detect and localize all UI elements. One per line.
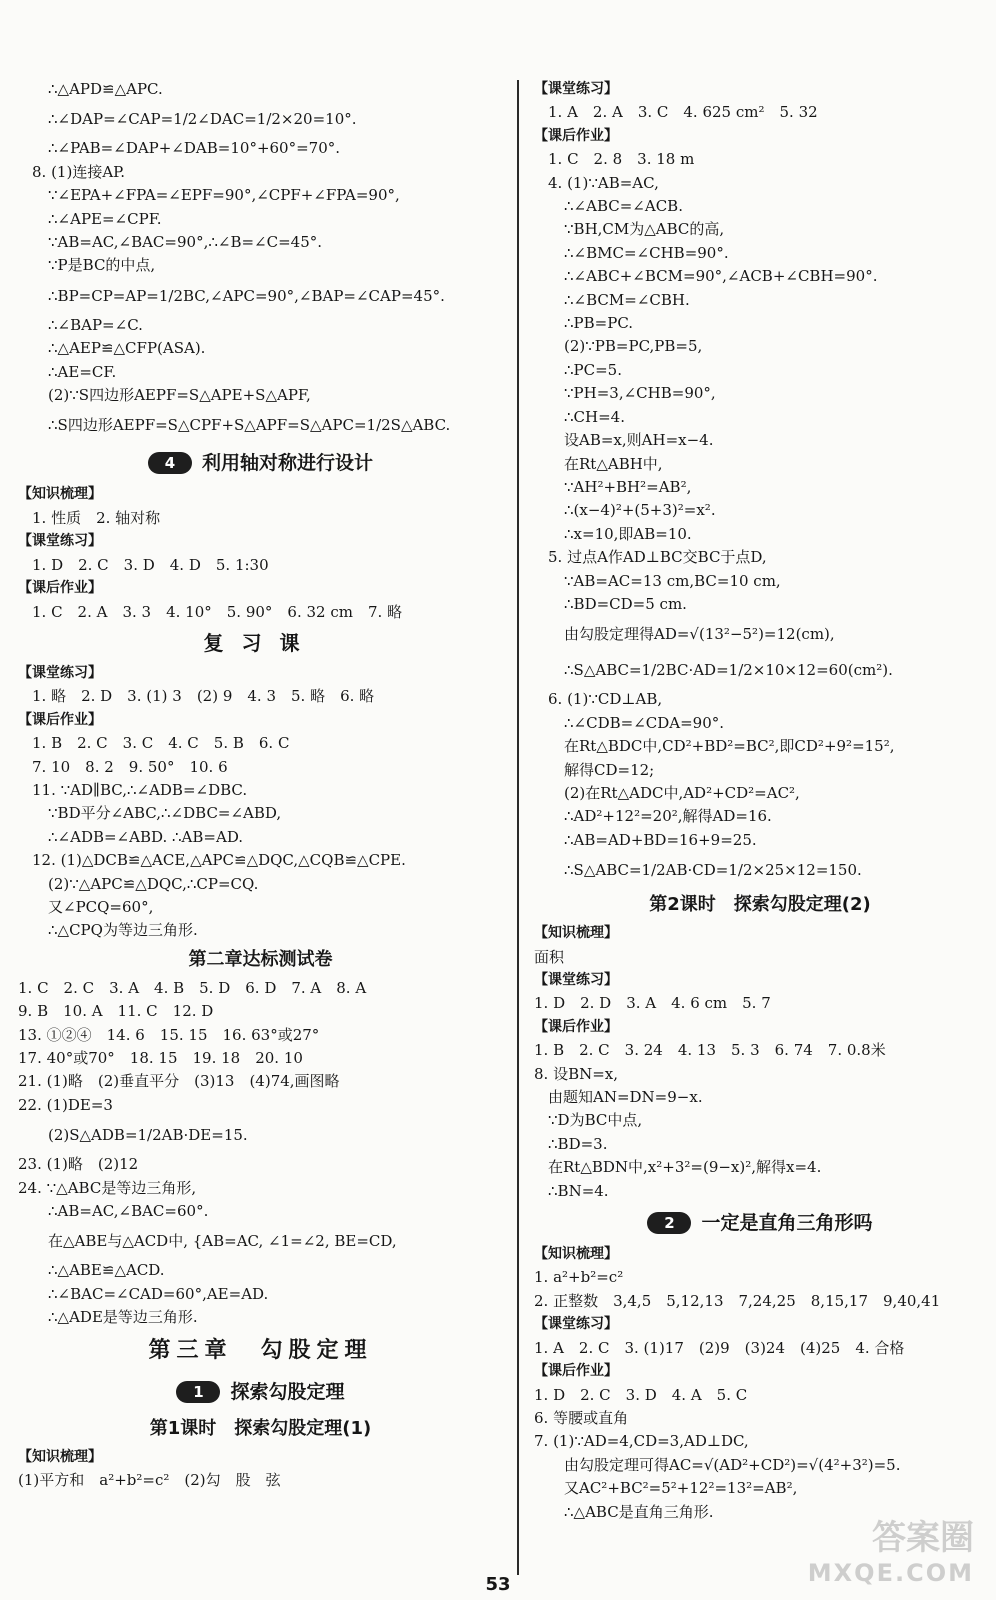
text-line: 1. a²+b²=c² (534, 1268, 624, 1287)
section-heading-4 (18, 443, 503, 483)
text-line: ∴PC=5. (564, 360, 622, 379)
text-line: 由勾股定理得AD=√(13²−5²)=12(cm), (564, 625, 835, 644)
text-line: 1. C 2. A 3. 3 4. 10° 5. 90° 6. 32 cm 7. 略 (32, 602, 403, 621)
text-line: ∴x=10,即AB=10. (564, 524, 692, 543)
text-line: ∴AB=AD+BD=16+9=25. (564, 830, 757, 849)
text-line: ∴S△ABC=1/2AB·CD=1/2×25×12=150. (564, 861, 862, 880)
text-line: 在△ABE与△ACD中, {AB=AC, ∠1=∠2, BE=CD, (48, 1232, 397, 1251)
text-line: (2)在Rt△ADC中,AD²+CD²=AC², (564, 783, 800, 802)
text-line: ∴∠CDB=∠CDA=90°. (564, 713, 725, 732)
text-line: ∵∠EPA+∠FPA=∠EPF=90°,∠CPF+∠FPA=90°, (48, 186, 400, 205)
text-line: (2)∵S四边形AEPF=S△APE+S△APF, (48, 386, 311, 405)
text-line: 又∠PCQ=60°, (48, 897, 154, 916)
text-line: 13. ①②④ 14. 6 15. 15 16. 63°或27° (18, 1025, 320, 1044)
text-line: ∴AD²+12²=20²,解得AD=16. (564, 807, 772, 826)
left-block-b (18, 483, 503, 623)
text-line: ∴△ABC是直角三角形. (564, 1502, 714, 1521)
left-block-e (18, 1446, 503, 1493)
text-line: ∴∠BCM=∠CBH. (564, 290, 690, 309)
text-line: 9. B 10. A 11. C 12. D (18, 1002, 214, 1021)
section-title: 利用轴对称进行设计 (201, 452, 373, 475)
label-tag: 【知识梳理】 (534, 1246, 618, 1263)
text-line: ∴∠PAB=∠DAP+∠DAB=10°+60°=70°. (48, 139, 341, 158)
text-line: ∴AB=AC,∠BAC=60°. (48, 1202, 209, 1221)
text-line: ∵PH=3,∠CHB=90°, (564, 384, 716, 403)
text-line: ∵AB=AC=13 cm,BC=10 cm, (564, 571, 781, 590)
label-tag: 【课堂练习】 (534, 972, 618, 988)
text-line: 解得CD=12; (564, 760, 655, 779)
text-line: 1. 性质 2. 轴对称 (32, 508, 161, 527)
text-line: ∴BP=CP=AP=1/2BC,∠APC=90°,∠BAP=∠CAP=45°. (48, 286, 445, 305)
left-block-c (18, 662, 503, 943)
text-line: ∴BN=4. (548, 1181, 609, 1200)
text-line: 6. (1)∵CD⊥AB, (548, 690, 663, 709)
lesson-heading: 第2课时 探索勾股定理(2) (649, 894, 871, 916)
label-tag: 【课堂练习】 (534, 81, 618, 97)
text-line: 又AC²+BC²=5²+12²=13²=AB², (564, 1479, 798, 1498)
text-line: 由勾股定理可得AC=√(AD²+CD²)=√(4²+3²)=5. (564, 1455, 901, 1474)
left-block-d (18, 977, 503, 1330)
label-tag: 【课后作业】 (18, 711, 102, 728)
text-line: 24. ∵△ABC是等边三角形, (18, 1178, 197, 1197)
text-line: ∴S四边形AEPF=S△CPF+S△APF=S△APC=1/2S△ABC. (48, 416, 451, 435)
label-tag: 【知识梳理】 (18, 1448, 102, 1465)
text-line: 1. D 2. D 3. A 4. 6 cm 5. 7 (534, 994, 771, 1013)
text-line: 在Rt△ABH中, (564, 454, 663, 473)
text-line: 1. A 2. A 3. C 4. 625 cm² 5. 32 (548, 103, 818, 122)
right-block-c (534, 1243, 986, 1524)
text-line: ∴∠DAP=∠CAP=1/2∠DAC=1/2×20=10°. (48, 110, 357, 129)
text-line: ∴△AEP≌△CFP(ASA). (48, 339, 206, 358)
section-heading-2 (534, 1203, 986, 1243)
text-line: ∴∠ADB=∠ABD. ∴AB=AD. (48, 827, 244, 846)
text-line: 由题知AN=DN=9−x. (548, 1088, 703, 1107)
chapter-test-heading: 第二章达标测试卷 (188, 948, 333, 970)
label-tag: 【课堂练习】 (18, 533, 102, 550)
text-line: 2. 正整数 3,4,5 5,12,13 7,24,25 8,15,17 9,40,41 (534, 1291, 941, 1310)
text-line: 7. 10 8. 2 9. 50° 10. 6 (32, 757, 228, 776)
text-line: ∵BD平分∠ABC,∴∠DBC=∠ABD, (48, 804, 282, 823)
text-line: 1. D 2. C 3. D 4. A 5. C (534, 1385, 748, 1404)
section-title: 探索勾股定理 (230, 1380, 345, 1403)
text-line: 23. (1)略 (2)12 (18, 1155, 139, 1174)
text-line: 在Rt△BDN中,x²+3²=(9−x)²,解得x=4. (548, 1158, 822, 1177)
text-line: ∴∠ABC=∠ACB. (564, 197, 683, 216)
text-line: 设AB=x,则AH=x−4. (564, 431, 714, 450)
column-divider (517, 80, 519, 1575)
watermark-text: 答案圈 (872, 1518, 974, 1558)
label-tag: 【课后作业】 (18, 580, 102, 597)
text-line: (2)∵△APC≌△DQC,∴CP=CQ. (48, 874, 259, 893)
text-line: 5. 过点A作AD⊥BC交BC于点D, (548, 548, 767, 567)
text-line: ∴AE=CF. (48, 362, 117, 381)
text-line: ∴△ADE是等边三角形. (48, 1308, 198, 1327)
text-line: 1. A 2. C 3. (1)17 (2)9 (3)24 (4)25 4. 合格 (534, 1338, 905, 1357)
text-line: 12. (1)△DCB≌△ACE,△APC≌△DQC,△CQB≌△CPE. (32, 851, 406, 870)
text-line: ∵AB=AC,∠BAC=90°,∴∠B=∠C=45°. (48, 233, 323, 252)
right-block-b (534, 922, 986, 1203)
text-line: (2)∵PB=PC,PB=5, (564, 337, 703, 356)
text-line: ∴∠ABC+∠BCM=90°,∠ACB+∠CBH=90°. (564, 267, 878, 286)
text-line: ∵BH,CM为△ABC的高, (564, 220, 725, 239)
label-tag: 【知识梳理】 (534, 925, 618, 942)
left-block-a (18, 78, 503, 443)
section-heading-1 (18, 1372, 503, 1412)
text-line: ∴S△ABC=1/2BC·AD=1/2×10×12=60(cm²). (564, 661, 893, 680)
right-block-a (534, 78, 986, 888)
text-line: 1. B 2. C 3. 24 4. 13 5. 3 6. 74 7. 0.8米 (534, 1041, 886, 1060)
text-line: ∴∠BMC=∠CHB=90°. (564, 243, 729, 262)
text-line: 1. C 2. C 3. A 4. B 5. D 6. D 7. A 8. A (18, 978, 367, 997)
left-column (18, 78, 503, 1492)
text-line: (1)平方和 a²+b²=c² (2)勾 股 弦 (18, 1471, 281, 1490)
text-line: (2)S△ADB=1/2AB·DE=15. (48, 1126, 248, 1145)
lesson-heading: 第1课时 探索勾股定理(1) (149, 1417, 372, 1439)
text-line: 8. (1)连接AP. (32, 162, 125, 181)
section-number-badge: 2 (647, 1212, 691, 1234)
review-heading: 复习课 (203, 630, 318, 655)
text-line: 17. 40°或70° 18. 15 19. 18 20. 10 (18, 1049, 303, 1067)
section-title: 一定是直角三角形吗 (701, 1212, 873, 1235)
label-tag: 【课堂练习】 (534, 1316, 618, 1333)
text-line: 11. ∵AD∥BC,∴∠ADB=∠DBC. (32, 780, 248, 799)
text-line: ∴PB=PC. (564, 314, 634, 333)
label-tag: 【课后作业】 (534, 1363, 618, 1380)
page-number: 53 (485, 1574, 511, 1595)
text-line: ∵P是BC的中点, (48, 256, 156, 275)
text-line: ∴∠BAP=∠C. (48, 315, 143, 334)
text-line: ∴BD=3. (548, 1134, 608, 1153)
label-tag: 【课后作业】 (534, 1018, 618, 1035)
text-line: ∵AH²+BH²=AB², (564, 477, 692, 496)
section-number-badge: 1 (176, 1381, 220, 1403)
watermark-url: MXQE.COM (807, 1559, 974, 1587)
watermark-logo (808, 1510, 974, 1587)
right-column (534, 78, 986, 1524)
section-number-badge: 4 (148, 452, 192, 474)
text-line: ∴BD=CD=5 cm. (564, 594, 687, 613)
text-line: ∴△APD≌△APC. (48, 80, 163, 98)
chapter-heading: 第三章 勾股定理 (148, 1337, 373, 1363)
label-tag: 【课堂练习】 (18, 664, 102, 681)
text-line: 1. D 2. C 3. D 4. D 5. 1:30 (32, 555, 269, 574)
text-line: 6. 等腰或直角 (534, 1408, 629, 1427)
label-tag: 【知识梳理】 (18, 486, 102, 503)
text-line: 1. B 2. C 3. C 4. C 5. B 6. C (32, 734, 290, 753)
text-line: ∴∠BAC=∠CAD=60°,AE=AD. (48, 1284, 269, 1303)
text-line: 在Rt△BDC中,CD²+BD²=BC²,即CD²+9²=15², (564, 737, 895, 756)
text-line: ∴(x−4)²+(5+3)²=x². (564, 501, 716, 520)
text-line: 1. C 2. 8 3. 18 m (548, 150, 695, 169)
text-line: ∴CH=4. (564, 407, 625, 426)
text-line: ∴△CPQ为等边三角形. (48, 921, 198, 940)
text-line: ∴△ABE≌△ACD. (48, 1261, 165, 1280)
label-tag: 【课后作业】 (534, 127, 618, 144)
text-line: 21. (1)略 (2)垂直平分 (3)13 (4)74,画图略 (18, 1072, 340, 1091)
text-line: 4. (1)∵AB=AC, (548, 173, 659, 192)
text-line: 1. 略 2. D 3. (1) 3 (2) 9 4. 3 5. 略 6. 略 (32, 687, 375, 706)
text-line: ∵D为BC中点, (548, 1111, 643, 1130)
text-line: 22. (1)DE=3 (18, 1095, 113, 1114)
text-line: 8. 设BN=x, (534, 1064, 619, 1083)
text-line: 7. (1)∵AD=4,CD=3,AD⊥DC, (534, 1432, 749, 1451)
text-line: ∴∠APE=∠CPF. (48, 209, 162, 228)
text-line: 面积 (534, 947, 565, 966)
